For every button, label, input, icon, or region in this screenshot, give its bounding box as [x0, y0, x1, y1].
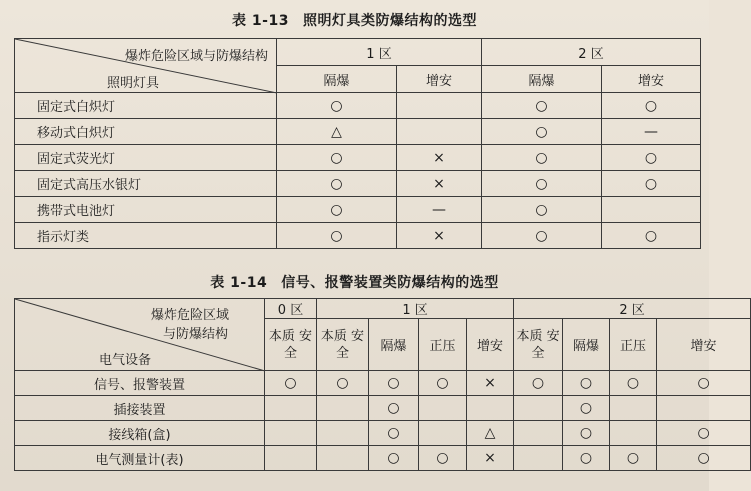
table2-corner-label-line1: 爆炸危险区域 [151, 308, 230, 323]
table2-subheader: 正压 [610, 319, 657, 371]
table-cell: ○ [419, 446, 467, 471]
fixture-name: 移动式白炽灯 [15, 119, 277, 145]
table1-zone1-header: 1 区 [277, 39, 482, 66]
table2-zone1-header: 1 区 [317, 299, 514, 319]
table-cell: ○ [482, 197, 602, 223]
table-cell: ○ [277, 93, 397, 119]
table-cell [397, 119, 482, 145]
table-cell: ○ [602, 145, 701, 171]
table2-subheader: 正压 [419, 319, 467, 371]
table-row [15, 197, 701, 223]
table-cell: ○ [563, 421, 610, 446]
fixture-name: 固定式高压水银灯 [15, 171, 277, 197]
table-cell: ○ [317, 371, 369, 396]
table-cell: ○ [482, 171, 602, 197]
device-name: 信号、报警装置 [15, 371, 265, 396]
table-lighting-fixtures [14, 38, 701, 249]
table-row [15, 446, 751, 471]
table-cell [602, 197, 701, 223]
device-name: 电气测量计(表) [15, 446, 265, 471]
table-cell: ○ [369, 371, 419, 396]
table-cell [265, 446, 317, 471]
table-row [15, 421, 751, 446]
table-row [15, 93, 701, 119]
table-row [15, 371, 751, 396]
table-cell: ○ [514, 371, 563, 396]
table-row [15, 223, 701, 249]
table2-subheader: 增安 [657, 319, 751, 371]
table-cell: × [397, 223, 482, 249]
table-cell [514, 396, 563, 421]
table-cell [610, 396, 657, 421]
table1-corner-top-label: 爆炸危险区域与防爆结构 [124, 49, 268, 64]
table-cell: ○ [602, 93, 701, 119]
table-cell: — [602, 119, 701, 145]
table2-subheader: 本质 安全 [265, 319, 317, 371]
table2-caption-number: 表 1-14 [210, 275, 268, 291]
table-row [15, 145, 701, 171]
table-cell: ○ [265, 371, 317, 396]
fixture-name: 固定式白炽灯 [15, 93, 277, 119]
table-row [15, 119, 701, 145]
table-cell [397, 93, 482, 119]
table2-subheader: 本质 安全 [317, 319, 369, 371]
table-cell: ○ [277, 171, 397, 197]
table1-subheader: 隔爆 [482, 66, 602, 93]
table-cell: ○ [610, 371, 657, 396]
table1-corner-bottom-label: 照明灯具 [107, 76, 160, 91]
table2-corner-header [15, 299, 265, 371]
table1-subheader: 隔爆 [277, 66, 397, 93]
table-cell: ○ [277, 223, 397, 249]
table-cell [317, 421, 369, 446]
table-cell: ○ [482, 145, 602, 171]
table2-caption [0, 272, 709, 292]
table-signal-alarm-devices [14, 298, 751, 471]
fixture-name: 指示灯类 [15, 223, 277, 249]
table-cell: ○ [369, 421, 419, 446]
table1-subheader: 增安 [602, 66, 701, 93]
table1-corner-header [15, 39, 277, 93]
table-cell [317, 396, 369, 421]
table-cell: ○ [602, 223, 701, 249]
table-cell: ○ [657, 421, 751, 446]
table-cell [514, 446, 563, 471]
table-cell [317, 446, 369, 471]
table-cell: ○ [369, 446, 419, 471]
table-cell: ○ [563, 396, 610, 421]
table2-corner-label-line2: 与防爆结构 [163, 327, 229, 342]
table1-zone2-header: 2 区 [482, 39, 701, 66]
table2-zone2-header: 2 区 [514, 299, 751, 319]
table-cell [610, 421, 657, 446]
fixture-name: 携带式电池灯 [15, 197, 277, 223]
table-cell: ○ [563, 446, 610, 471]
table1-caption [0, 10, 709, 30]
table-cell: ○ [482, 223, 602, 249]
table-cell: ○ [277, 145, 397, 171]
table1-subheader: 增安 [397, 66, 482, 93]
table-cell: ○ [610, 446, 657, 471]
table-cell: × [467, 371, 514, 396]
table2-zone0-header: 0 区 [265, 299, 317, 319]
table-cell [265, 421, 317, 446]
table-cell [657, 396, 751, 421]
table-cell: ○ [657, 371, 751, 396]
table-cell [419, 396, 467, 421]
fixture-name: 固定式荧光灯 [15, 145, 277, 171]
table-cell: ○ [657, 446, 751, 471]
table-cell [514, 421, 563, 446]
table-cell: ○ [602, 171, 701, 197]
table-cell: × [397, 145, 482, 171]
table2-caption-title: 信号、报警装置类防爆结构的选型 [281, 275, 499, 291]
table-row [15, 396, 751, 421]
table-cell: ○ [419, 371, 467, 396]
table-cell: △ [277, 119, 397, 145]
table-cell [265, 396, 317, 421]
table2-subheader: 本质 安全 [514, 319, 563, 371]
table2-subheader: 增安 [467, 319, 514, 371]
table2-subheader: 隔爆 [563, 319, 610, 371]
table-cell: ○ [277, 197, 397, 223]
table-cell [467, 396, 514, 421]
table-cell: × [467, 446, 514, 471]
table-cell: — [397, 197, 482, 223]
device-name: 插接装置 [15, 396, 265, 421]
table-cell: ○ [369, 396, 419, 421]
table-cell: × [397, 171, 482, 197]
table-cell: ○ [482, 93, 602, 119]
device-name: 接线箱(盒) [15, 421, 265, 446]
table2-subheader: 隔爆 [369, 319, 419, 371]
table-cell: ○ [482, 119, 602, 145]
table-row [15, 171, 701, 197]
table-cell [419, 421, 467, 446]
table1-caption-title: 照明灯具类防爆结构的选型 [302, 13, 477, 29]
table-cell: ○ [563, 371, 610, 396]
table2-corner-bottom-label: 电气设备 [99, 353, 152, 368]
table-cell: △ [467, 421, 514, 446]
table1-caption-number: 表 1-13 [232, 13, 289, 29]
